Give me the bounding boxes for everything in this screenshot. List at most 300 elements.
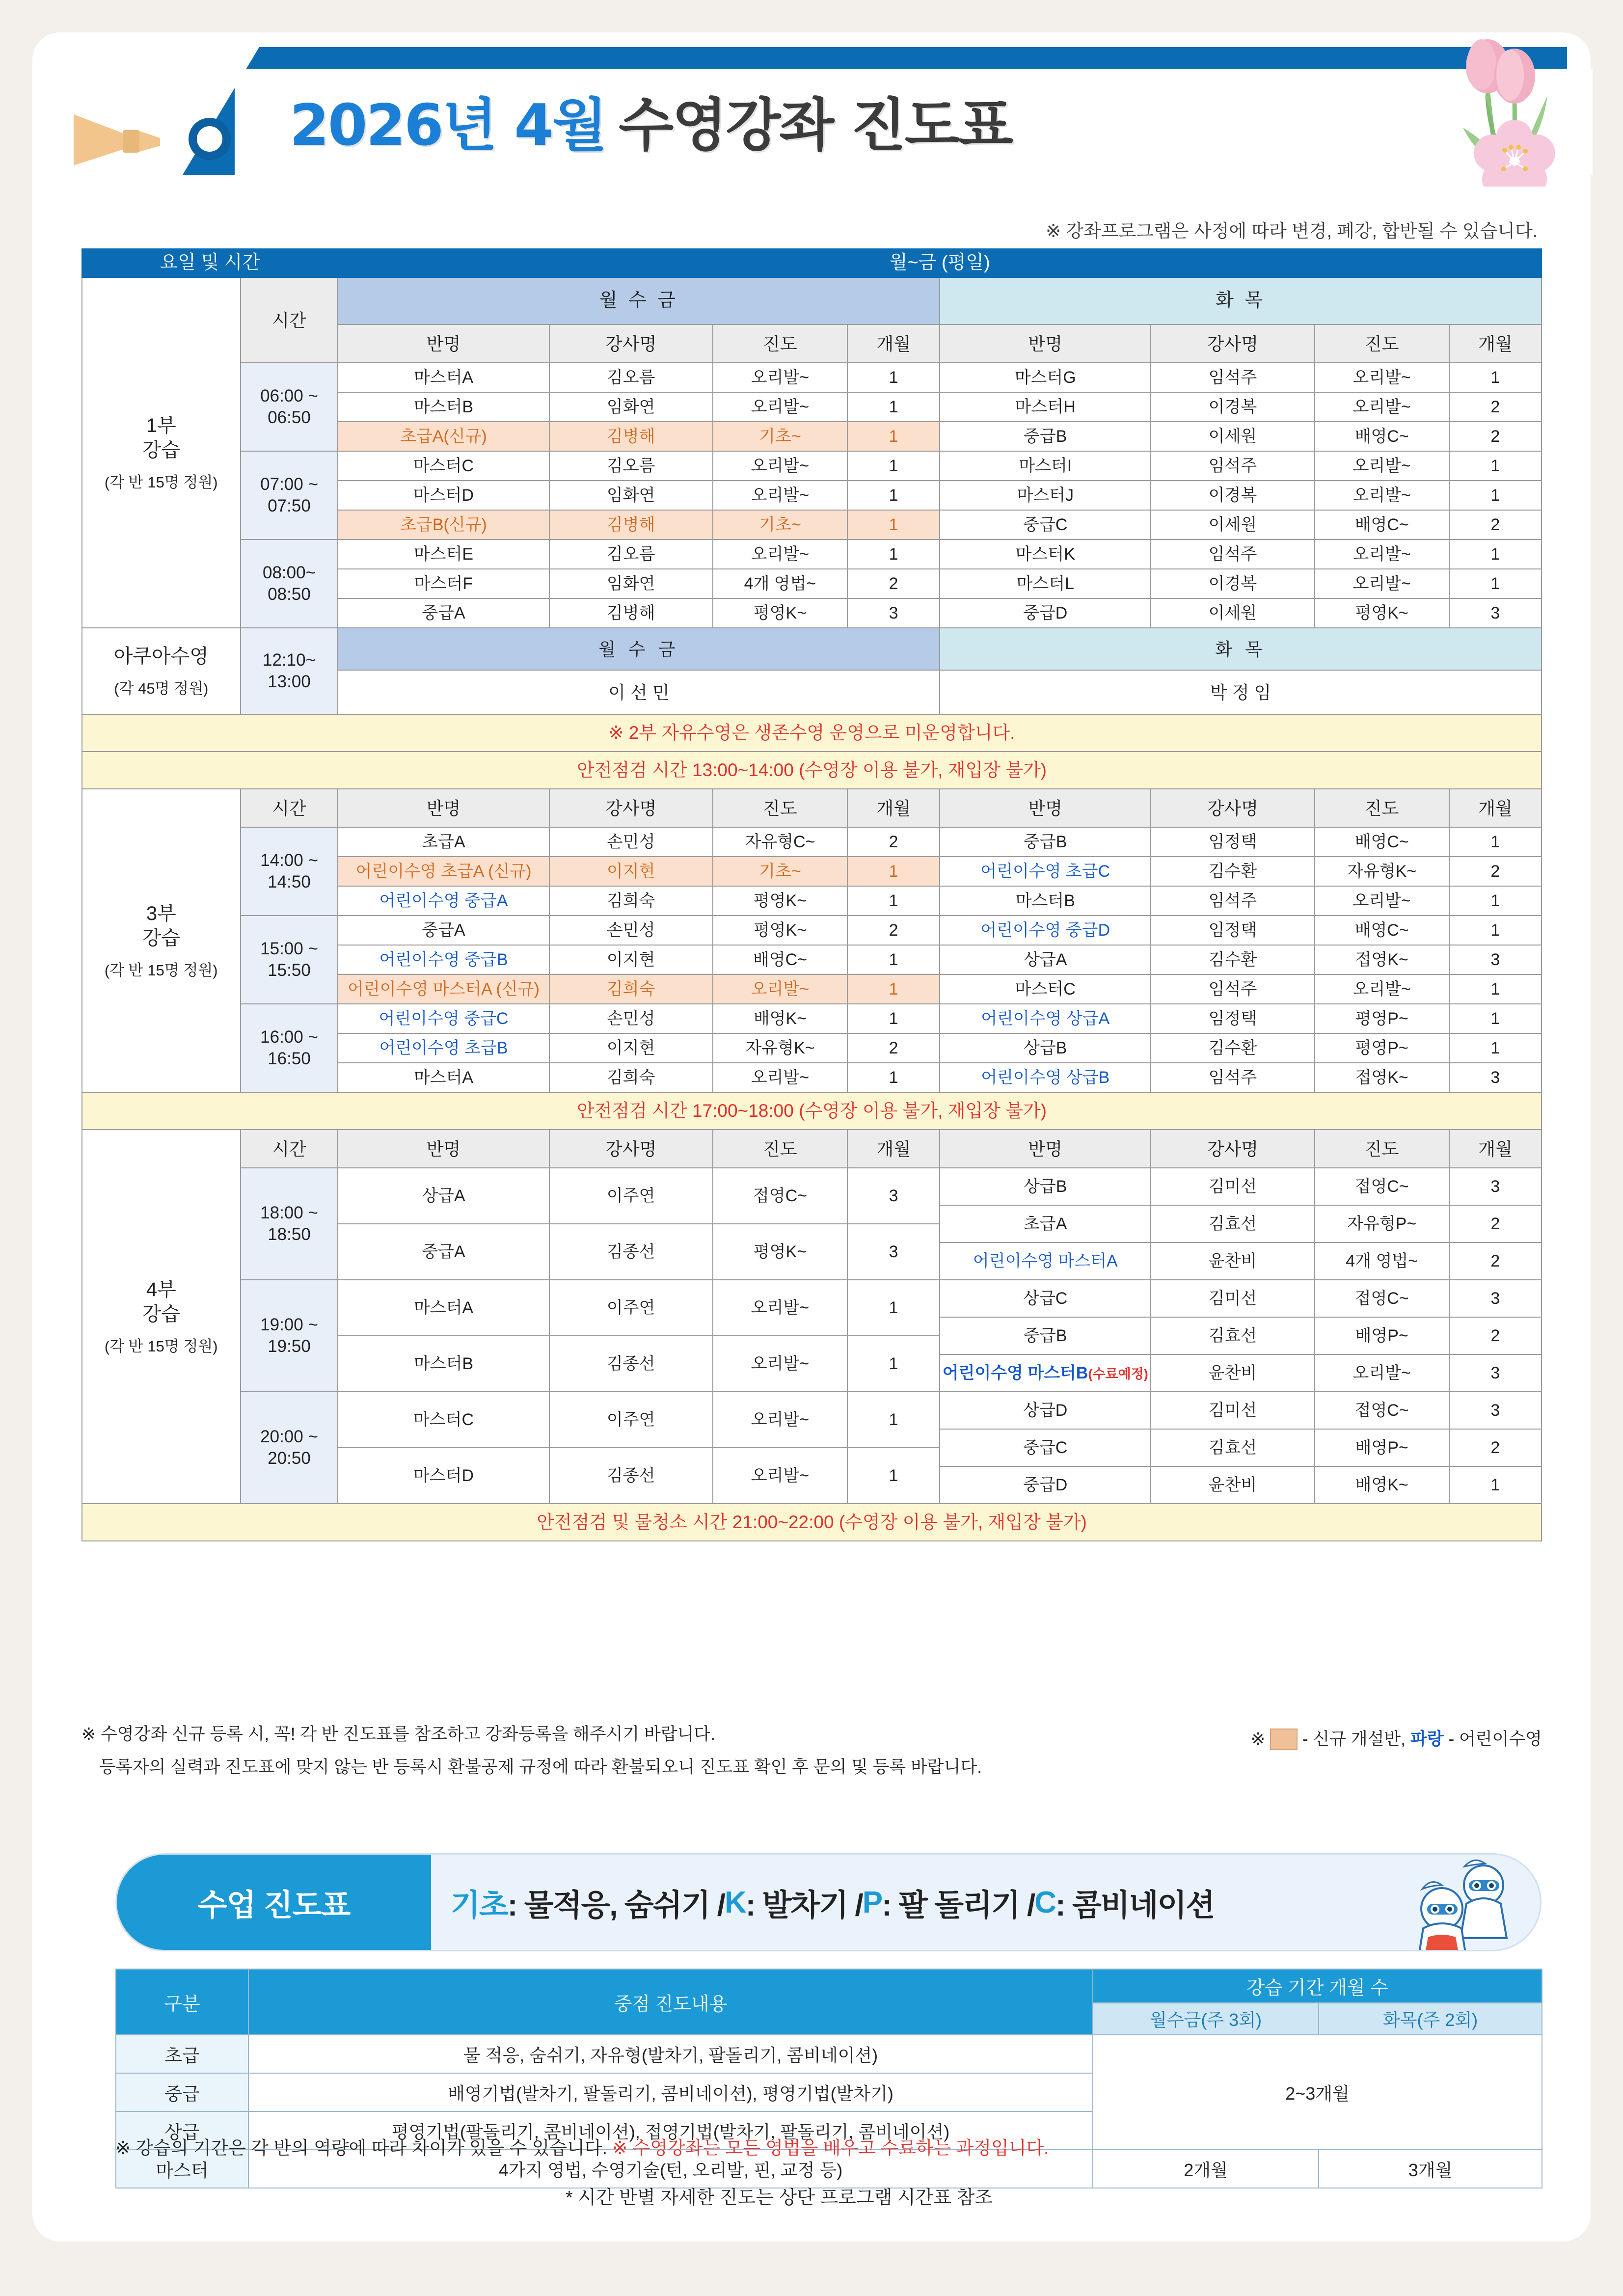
cell-2: 오리발~ — [713, 363, 847, 392]
cell-2: 자유형C~ — [713, 827, 847, 857]
cell-3: 1 — [1449, 481, 1542, 510]
cell-3: 1 — [1449, 974, 1542, 1004]
cell-2: 자유형K~ — [1315, 857, 1449, 886]
banner-legend-text — [451, 1855, 1214, 1950]
prog-category-0: 초급 — [116, 2035, 248, 2073]
part3-column-header-row — [82, 789, 1542, 827]
group-header-row — [82, 277, 1542, 324]
col-header-months-p4-7: 개월 — [1449, 1130, 1542, 1168]
cell-3: 1 — [847, 540, 940, 569]
col-header-progress-mwf: 진도 — [713, 324, 847, 363]
cell-3: 1 — [847, 481, 940, 510]
section-label-part3-word: 강습 — [142, 927, 180, 949]
cell-3: 1 — [847, 392, 940, 422]
note-safety-17-row — [82, 1092, 1542, 1130]
cell-0: 어린이수영 상급A — [940, 1004, 1151, 1033]
schedule-row — [82, 363, 1542, 392]
new-class-swatch — [1270, 1729, 1298, 1750]
cell-2: 오리발~ — [713, 540, 847, 569]
cell-1: 김희숙 — [549, 886, 713, 916]
section-label-part3-num: 3부 — [146, 902, 176, 924]
part4-right-cell-2-2-0: 중급D — [940, 1466, 1151, 1504]
cell-0: 상급A — [940, 945, 1151, 974]
schedule-row — [82, 827, 1542, 857]
cell-1: 김수환 — [1151, 945, 1314, 974]
tag-string-icon — [74, 110, 196, 169]
cell-0: 초급A — [338, 827, 549, 857]
prog-content-0: 물 적응, 숨쉬기, 자유형(발차기, 팔돌리기, 콤비네이션) — [248, 2035, 1093, 2073]
section-label-aqua-name: 아쿠아수영 — [113, 645, 209, 667]
cell-1: 이경복 — [1151, 569, 1314, 598]
cell-2: 배영C~ — [713, 945, 847, 974]
part4-left-cell-2-0-1: 이주연 — [549, 1392, 713, 1448]
cell-2: 오리발~ — [1315, 392, 1449, 422]
part4-left-cell-1-0-2: 오리발~ — [713, 1280, 847, 1336]
part4-right-cell-0-0-1: 김미선 — [1151, 1168, 1314, 1205]
part4-right-cell-2-0-0: 상급D — [940, 1392, 1151, 1429]
cell-2: 오리발~ — [713, 974, 847, 1004]
part4-right-cell-0-2-1: 윤찬비 — [1151, 1243, 1314, 1280]
schedule-row — [82, 1004, 1542, 1033]
col-header-progress-p3-2: 진도 — [713, 789, 847, 827]
legend-line2: 등록자의 실력과 진도표에 맞지 않는 반 등록시 환불공제 규정에 따라 환불되오니 진도표 확인 후 문의 및 등록 바랍니다. — [99, 1757, 982, 1777]
prog-content-2: 평영기법(팔돌리기, 콤비네이션), 접영기법(발차기, 팔돌리기, 콤비네이션) — [248, 2111, 1093, 2150]
cell-0: 마스터C — [338, 451, 549, 481]
schedule-row — [82, 1280, 1542, 1298]
cell-0: 마스터B — [338, 392, 549, 422]
cell-0: 중급B — [940, 827, 1151, 857]
completion-badge: (수료예정) — [1088, 1366, 1148, 1381]
col-header-teacher-p3-5: 강사명 — [1151, 789, 1314, 827]
col-header-progress-tt: 진도 — [1315, 324, 1449, 363]
cell-2: 평영K~ — [713, 916, 847, 945]
part4-right-cell-0-0-0: 상급B — [940, 1168, 1151, 1205]
cell-2: 배영C~ — [1315, 827, 1449, 857]
section-label-part1-word: 강습 — [142, 439, 180, 461]
legend-kid-label: - 어린이수영 — [1448, 1729, 1542, 1749]
cell-2: 평영P~ — [1315, 1004, 1449, 1033]
cell-3: 1 — [847, 510, 940, 540]
section-capacity-part1: (각 반 15명 정원) — [104, 473, 218, 491]
cell-1: 손민성 — [549, 827, 713, 857]
legend-blue-word: 파랑 — [1410, 1729, 1444, 1749]
cell-1: 김오름 — [549, 451, 713, 481]
cell-0: 마스터H — [940, 392, 1151, 422]
cell-1: 이경복 — [1151, 392, 1314, 422]
cell-3: 2 — [847, 827, 940, 857]
part4-right-cell-2-1-2: 배영P~ — [1315, 1429, 1449, 1466]
title-main: 수영강좌 진도표 — [619, 92, 1012, 159]
part4-left-cell-0-0-0: 상급A — [338, 1168, 549, 1224]
part4-left-cell-2-0-2: 오리발~ — [713, 1392, 847, 1448]
time-cell-part4-1: 19:00 ~ 19:50 — [241, 1280, 338, 1392]
prog-col-tt: 화목(주 2회) — [1319, 2003, 1542, 2035]
cell-2: 오리발~ — [1315, 481, 1449, 510]
cell-1: 김희숙 — [549, 974, 713, 1004]
banner-part-5: : 팔 돌리기 / — [882, 1888, 1035, 1922]
part4-left-cell-2-1-1: 김종선 — [549, 1448, 713, 1504]
cell-2: 평영K~ — [1315, 598, 1449, 628]
cell-3: 1 — [847, 857, 940, 886]
time-cell-part3-1: 15:00 ~ 15:50 — [241, 916, 338, 1004]
cell-0: 어린이수영 중급C — [338, 1004, 549, 1033]
cell-1: 이세원 — [1151, 422, 1314, 451]
cell-3: 1 — [847, 886, 940, 916]
group-header-tt: 화 목 — [940, 277, 1542, 324]
page-title — [290, 74, 1012, 167]
note-safety-13-row — [82, 752, 1542, 789]
cell-1: 김병해 — [549, 422, 713, 451]
cell-1: 손민성 — [549, 916, 713, 945]
cell-3: 3 — [1449, 598, 1542, 628]
section-label-aqua — [82, 628, 241, 714]
cell-0: 마스터L — [940, 569, 1151, 598]
cell-3: 1 — [1449, 540, 1542, 569]
cell-3: 1 — [1449, 1004, 1542, 1033]
cell-2: 오리발~ — [1315, 540, 1449, 569]
cell-2: 배영C~ — [1315, 916, 1449, 945]
cell-1: 이지현 — [549, 1033, 713, 1063]
prog-master-tt: 3개월 — [1319, 2150, 1542, 2188]
prog-category-2: 상급 — [116, 2111, 248, 2150]
part4-left-cell-2-0-3: 1 — [847, 1392, 940, 1448]
col-header-teacher-tt: 강사명 — [1151, 324, 1314, 363]
cell-3: 2 — [847, 1033, 940, 1063]
cell-3: 1 — [847, 1004, 940, 1033]
cell-1: 이지현 — [549, 945, 713, 974]
part4-left-cell-1-1-2: 오리발~ — [713, 1336, 847, 1392]
cell-1: 김병해 — [549, 598, 713, 628]
cell-1: 이세원 — [1151, 510, 1314, 540]
col-header-progress-p4-2: 진도 — [713, 1130, 847, 1168]
cell-0: 마스터G — [940, 363, 1151, 392]
part4-right-cell-2-0-3: 3 — [1449, 1392, 1542, 1429]
cell-3: 3 — [1449, 945, 1542, 974]
time-cell-part3-2: 16:00 ~ 16:50 — [241, 1004, 338, 1092]
part4-right-cell-1-0-0: 상급C — [940, 1280, 1151, 1317]
tulip-flowers-icon — [1414, 10, 1600, 187]
cell-2: 오리발~ — [713, 451, 847, 481]
part4-left-cell-0-1-3: 3 — [847, 1224, 940, 1280]
part4-right-cell-1-1-3: 2 — [1449, 1317, 1542, 1354]
part4-left-cell-2-0-0: 마스터C — [338, 1392, 549, 1448]
part4-right-cell-2-2-3: 1 — [1449, 1466, 1542, 1504]
cell-1: 임석주 — [1151, 886, 1314, 916]
cell-3: 1 — [847, 945, 940, 974]
col-header-time-part4: 시간 — [241, 1130, 338, 1168]
cell-2: 기초~ — [713, 510, 847, 540]
cell-1: 임석주 — [1151, 363, 1314, 392]
schedule-row — [82, 1392, 1542, 1410]
cell-2: 배영C~ — [1315, 510, 1449, 540]
cell-0: 어린이수영 중급D — [940, 916, 1151, 945]
cell-3: 1 — [1449, 827, 1542, 857]
cell-1: 김병해 — [549, 510, 713, 540]
part4-right-cell-1-2-3: 3 — [1449, 1354, 1542, 1392]
part4-left-cell-0-1-2: 평영K~ — [713, 1224, 847, 1280]
cell-0: 어린이수영 중급B — [338, 945, 549, 974]
prog-header-row-1 — [116, 1969, 1542, 2003]
part4-right-cell-2-1-1: 김효선 — [1151, 1429, 1314, 1466]
section-label-part4-word: 강습 — [142, 1303, 180, 1325]
schedule-row — [82, 916, 1542, 945]
cell-3: 1 — [1449, 569, 1542, 598]
banner-tab-label: 수업 진도표 — [117, 1855, 431, 1950]
aqua-group-row — [82, 628, 1542, 670]
part4-left-cell-1-0-3: 1 — [847, 1280, 940, 1336]
part4-left-cell-0-1-1: 김종선 — [549, 1224, 713, 1280]
prog-master-mwf: 2개월 — [1093, 2150, 1319, 2188]
part4-left-cell-0-1-0: 중급A — [338, 1224, 549, 1280]
legend-right — [1251, 1723, 1542, 1756]
part4-right-cell-2-1-3: 2 — [1449, 1429, 1542, 1466]
swimmer-mascot-icon — [1368, 1855, 1530, 1951]
cell-1: 임석주 — [1151, 974, 1314, 1004]
col-header-teacher-mwf: 강사명 — [549, 324, 713, 363]
note-free-swim-row — [82, 714, 1542, 752]
time-cell-part4-2: 20:00 ~ 20:50 — [241, 1392, 338, 1504]
banner-part-7: : 콤비네이션 — [1055, 1888, 1215, 1922]
progress-banner — [115, 1853, 1542, 1951]
schedule-row — [82, 1168, 1542, 1187]
col-header-class-p4-0: 반명 — [338, 1130, 549, 1168]
cell-1: 손민성 — [549, 1004, 713, 1033]
note-free-swim: ※ 2부 자유수영은 생존수영 운영으로 미운영합니다. — [82, 714, 1542, 752]
cell-3: 1 — [1449, 886, 1542, 916]
note-safety-21-row — [82, 1504, 1542, 1541]
top-note: ※ 강좌프로그램은 사정에 따라 변경, 폐강, 합반될 수 있습니다. — [1046, 221, 1538, 241]
schedule-table — [81, 248, 1542, 1541]
cell-2: 배영C~ — [1315, 422, 1449, 451]
section-label-part4-num: 4부 — [146, 1278, 176, 1300]
time-cell-part4-0: 18:00 ~ 18:50 — [241, 1168, 338, 1280]
aqua-group-tt: 화 목 — [940, 628, 1542, 670]
aqua-group-mwf: 월 수 금 — [338, 628, 940, 670]
cell-0: 마스터A — [338, 363, 549, 392]
cell-2: 오리발~ — [713, 392, 847, 422]
part4-right-cell-1-1-2: 배영P~ — [1315, 1317, 1449, 1354]
cell-0: 어린이수영 마스터A (신규) — [338, 974, 549, 1004]
cell-3: 2 — [1449, 857, 1542, 886]
col-header-months-p3-3: 개월 — [847, 789, 940, 827]
cell-3: 3 — [847, 598, 940, 628]
cell-2: 오리발~ — [1315, 974, 1449, 1004]
cell-1: 임화연 — [549, 392, 713, 422]
part4-right-cell-0-0-3: 3 — [1449, 1168, 1542, 1205]
cell-3: 1 — [847, 1063, 940, 1092]
prog-row — [116, 2035, 1542, 2073]
col-header-teacher-p3-1: 강사명 — [549, 789, 713, 827]
cell-0: 마스터F — [338, 569, 549, 598]
cell-0: 마스터A — [338, 1063, 549, 1092]
part4-right-cell-0-1-3: 2 — [1449, 1205, 1542, 1243]
cell-3: 1 — [847, 451, 940, 481]
section-label-part1 — [82, 277, 241, 628]
cell-0: 중급B — [940, 422, 1151, 451]
banner-part-3: : 발차기 / — [745, 1888, 863, 1922]
footer-center-note: * 시간 반별 자세한 진도는 상단 프로그램 시간표 참조 — [565, 2188, 993, 2208]
cell-2: 평영K~ — [713, 886, 847, 916]
cell-3: 3 — [1449, 1063, 1542, 1092]
prog-col-mwf: 월수금(주 3회) — [1093, 2003, 1319, 2035]
cell-2: 오리발~ — [1315, 451, 1449, 481]
cell-0: 마스터K — [940, 540, 1151, 569]
part4-right-cell-0-0-2: 접영C~ — [1315, 1168, 1449, 1205]
section-capacity-part3: (각 반 15명 정원) — [104, 961, 218, 979]
schedule-row — [82, 451, 1542, 481]
cell-2: 오리발~ — [713, 481, 847, 510]
cell-1: 김수환 — [1151, 1033, 1314, 1063]
aqua-teacher-tt: 박 정 임 — [940, 670, 1542, 714]
cell-2: 오리발~ — [1315, 569, 1449, 598]
part4-right-cell-1-2-2: 오리발~ — [1315, 1354, 1449, 1392]
part4-right-cell-0-1-1: 김효선 — [1151, 1205, 1314, 1243]
title-month: 2026년 4월 — [290, 92, 606, 159]
part4-right-cell-0-1-0: 초급A — [940, 1205, 1151, 1243]
part4-right-cell-1-1-1: 김효선 — [1151, 1317, 1314, 1354]
part4-left-cell-0-0-2: 접영C~ — [713, 1168, 847, 1224]
cell-0: 초급B(신규) — [338, 510, 549, 540]
cell-1: 임석주 — [1151, 451, 1314, 481]
col-header-months-tt: 개월 — [1449, 324, 1542, 363]
prog-content-1: 배영기법(발차기, 팔돌리기, 콤비네이션), 평영기법(발차기) — [248, 2073, 1093, 2111]
cell-3: 1 — [1449, 916, 1542, 945]
cell-2: 오리발~ — [1315, 886, 1449, 916]
time-cell-part3-0: 14:00 ~ 14:50 — [241, 827, 338, 916]
col-header-months-p3-7: 개월 — [1449, 789, 1542, 827]
col-header-teacher-p4-1: 강사명 — [549, 1130, 713, 1168]
cell-2: 접영K~ — [1315, 1063, 1449, 1092]
cell-3: 1 — [1449, 1033, 1542, 1063]
col-header-months-p4-3: 개월 — [847, 1130, 940, 1168]
part4-left-cell-0-0-3: 3 — [847, 1168, 940, 1224]
cell-3: 1 — [1449, 363, 1542, 392]
time-cell-part1-1: 07:00 ~ 07:50 — [241, 451, 338, 540]
part4-right-cell-2-1-0: 중급C — [940, 1429, 1151, 1466]
part4-left-cell-1-1-3: 1 — [847, 1336, 940, 1392]
section-label-part3 — [82, 789, 241, 1092]
cell-1: 임정택 — [1151, 1004, 1314, 1033]
part4-left-cell-0-0-1: 이주연 — [549, 1168, 713, 1224]
cell-1: 임정택 — [1151, 827, 1314, 857]
header-corner: 요일 및 시간 — [82, 249, 338, 277]
prog-content-3: 4가지 영법, 수영기술(턴, 오리발, 핀, 교정 등) — [248, 2150, 1093, 2188]
cell-2: 4개 영법~ — [713, 569, 847, 598]
cell-2: 오리발~ — [713, 1063, 847, 1092]
col-header-class-tt: 반명 — [940, 324, 1151, 363]
section-capacity-aqua: (각 45명 정원) — [114, 679, 209, 697]
section-label-part1-num: 1부 — [146, 414, 176, 436]
cell-1: 김수환 — [1151, 857, 1314, 886]
part4-right-cell-0-2-3: 2 — [1449, 1243, 1542, 1280]
time-cell-part1-0: 06:00 ~ 06:50 — [241, 363, 338, 451]
part4-left-cell-1-0-1: 이주연 — [549, 1280, 713, 1336]
part4-right-cell-0-2-2: 4개 영법~ — [1315, 1243, 1449, 1280]
cell-0: 마스터B — [940, 886, 1151, 916]
cell-1: 이경복 — [1151, 481, 1314, 510]
prog-col-period: 강습 기간 개월 수 — [1093, 1969, 1542, 2003]
cell-1: 이지현 — [549, 857, 713, 886]
legend-line1: ※ 수영강좌 신규 등록 시, 꼭! 각 반 진도표를 참조하고 강좌등록을 해주시기 바랍니다. — [81, 1725, 715, 1744]
cell-0: 어린이수영 중급A — [338, 886, 549, 916]
prog-col-content: 중점 진도내용 — [248, 1969, 1093, 2035]
col-header-time-part3: 시간 — [241, 789, 338, 827]
col-header-class-mwf: 반명 — [338, 324, 549, 363]
cell-1: 김오름 — [549, 363, 713, 392]
cell-0: 어린이수영 상급B — [940, 1063, 1151, 1092]
cell-2: 평영K~ — [713, 598, 847, 628]
cell-1: 임화연 — [549, 481, 713, 510]
cell-2: 접영K~ — [1315, 945, 1449, 974]
cell-3: 2 — [1449, 510, 1542, 540]
note-safety-17: 안전점검 시간 17:00~18:00 (수영장 이용 불가, 재입장 불가) — [82, 1092, 1542, 1130]
cell-1: 임정택 — [1151, 916, 1314, 945]
cell-0: 중급D — [940, 598, 1151, 628]
cell-3: 1 — [1449, 451, 1542, 481]
part4-left-cell-1-1-1: 김종선 — [549, 1336, 713, 1392]
section-label-part4 — [82, 1130, 241, 1504]
table-header-row — [82, 249, 1542, 277]
cell-2: 오리발~ — [1315, 363, 1449, 392]
time-cell-aqua: 12:10~ 13:00 — [241, 628, 338, 714]
col-header-time: 시간 — [241, 277, 338, 363]
part4-left-cell-2-1-0: 마스터D — [338, 1448, 549, 1504]
cell-2: 기초~ — [713, 422, 847, 451]
cell-1: 이세원 — [1151, 598, 1314, 628]
section-capacity-part4: (각 반 15명 정원) — [104, 1337, 218, 1355]
part4-right-cell-0-2-0: 어린이수영 마스터A — [940, 1243, 1151, 1280]
cell-1: 임석주 — [1151, 540, 1314, 569]
part4-left-cell-1-1-0: 마스터B — [338, 1336, 549, 1392]
col-header-teacher-p4-5: 강사명 — [1151, 1130, 1314, 1168]
part4-right-cell-1-1-0: 중급B — [940, 1317, 1151, 1354]
cell-2: 자유형K~ — [713, 1033, 847, 1063]
cell-2: 배영K~ — [713, 1004, 847, 1033]
part4-right-cell-0-1-2: 자유형P~ — [1315, 1205, 1449, 1243]
cell-0: 마스터E — [338, 540, 549, 569]
header-weekday: 월~금 (평일) — [338, 249, 1542, 277]
part4-right-cell-2-2-2: 배영K~ — [1315, 1466, 1449, 1504]
prog-col-category: 구분 — [116, 1969, 248, 2035]
cell-0: 마스터D — [338, 481, 549, 510]
cell-1: 임화연 — [549, 569, 713, 598]
group-header-mwf: 월 수 금 — [338, 277, 940, 324]
legend-left — [81, 1718, 982, 1783]
cell-1: 임석주 — [1151, 1063, 1314, 1092]
col-header-class-p3-0: 반명 — [338, 789, 549, 827]
aqua-teacher-mwf: 이 선 민 — [338, 670, 940, 714]
note-safety-21: 안전점검 및 물청소 시간 21:00~22:00 (수영장 이용 불가, 재입장 불가) — [82, 1504, 1542, 1541]
time-cell-part1-2: 08:00~ 08:50 — [241, 540, 338, 628]
part4-right-cell-1-0-3: 3 — [1449, 1280, 1542, 1317]
col-header-progress-p3-6: 진도 — [1315, 789, 1449, 827]
cell-0: 마스터C — [940, 974, 1151, 1004]
part4-left-cell-2-1-3: 1 — [847, 1448, 940, 1504]
banner-part-6: C — [1034, 1885, 1055, 1919]
cell-0: 마스터I — [940, 451, 1151, 481]
cell-3: 1 — [847, 422, 940, 451]
cell-2: 기초~ — [713, 857, 847, 886]
cell-0: 상급B — [940, 1033, 1151, 1063]
part4-column-header-row — [82, 1130, 1542, 1168]
cell-3: 2 — [1449, 392, 1542, 422]
footer-note-black: ※ 강습의 기간은 각 반의 역량에 따라 차이가 있을 수 있습니다. — [115, 2138, 607, 2158]
cell-0: 초급A(신규) — [338, 422, 549, 451]
cell-0: 중급C — [940, 510, 1151, 540]
prog-period-span: 2~3개월 — [1093, 2035, 1542, 2150]
cell-3: 2 — [847, 916, 940, 945]
note-safety-13: 안전점검 시간 13:00~14:00 (수영장 이용 불가, 재입장 불가) — [82, 752, 1542, 789]
